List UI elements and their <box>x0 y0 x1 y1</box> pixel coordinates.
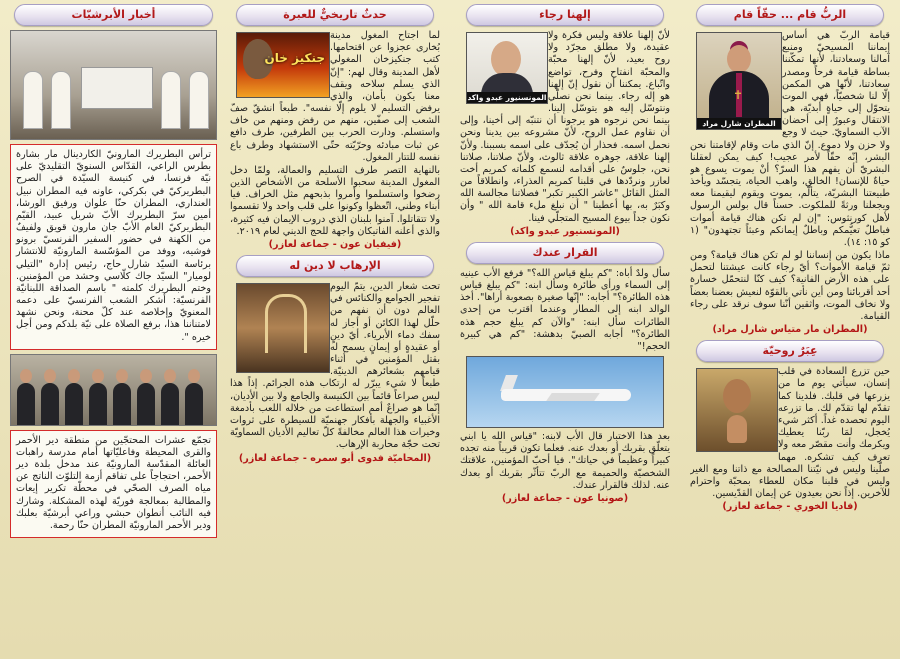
person-icon <box>185 383 203 425</box>
protest-photo <box>10 354 217 426</box>
news-item-protest <box>10 430 217 538</box>
face-icon <box>491 41 521 77</box>
column-history <box>230 4 440 655</box>
genghis-khan-photo <box>236 32 330 98</box>
history-text-2: بالنهاية التصر طرف التسليم والعمالة، ولمّا دخل المغول المدينة سحبوا الأسلحة من الأشخاص الذين رضخوا واستسلموا وأمروا بذبحهم مثل الخراف. فيا أبناء وطني، اتّعظوا وكونوا على قلب واحد ولا تقسموا ولا تتقاتلوا. آمنوا بلبنان الذي دروب الإيمان فيه كثيرة، والذي أعلنه الفاتيكان واجهة للحج الديني لعام ٢٠١٩. <box>230 164 440 237</box>
decision-text-2: بعد هذا الاختبار قال الأب لابنه: "قياس الله يا ابني يتعلّق بقربك أو بعدك عنه. فعلما تكون قريباً منه تجده كبيراً وعظيماً في حياتك". فيا أحبّ المؤمنين، علاقتك الشخصيّة والحميمة مع الربّ تتأثّر بقربك أو بعدك عنه. لذلك فالقرار عندك. <box>460 431 670 491</box>
person-icon <box>17 383 35 425</box>
history-signature: (فيفيان عون - جماعة لعازر) <box>268 238 402 250</box>
header-diocese-news: أخبار الأبرشيّات <box>14 4 213 26</box>
column-easter <box>690 4 890 655</box>
church-arch-icon <box>265 294 307 353</box>
mass-photo <box>10 30 217 140</box>
clergy-figure-icon <box>161 71 181 129</box>
header-historical-event: حدثٌ تاريخيٌّ للعبرة <box>236 4 434 26</box>
monsignor-photo <box>466 32 548 104</box>
hope-text: لأنّ إلهنا علاقة وليس فكرة ولا عقيدة، ولا مطلق مجرّد ولا روح بعيد، لأنّ إلهنا محبّة والمحبّة انفتاح وفرح، تواضع واتّباع. يمكننا أن نقول إنّ إلهنا هو إله رجاء. بينما نحن نصلّي ونتوسّل إليه هو يتوسّل إلينا. بينما نحن نرجوه هو يرجونا أن نتنبّه إلى أخينا، وإلى أن نقاوم عمل الروح، لأنّ مشروعه بين يدينا ونحن نحمل اسمه. فحذار أن يُجدّف على اسمه بسببنا. ولأنّ إلهنا علاقة، جوهره علاقة ثالوث، ولأنّ صلاتنا، صلاتنا نحن، جلوسٌ على أقدامه لنسمع كلماته كمريم أخت لعازر ونردّدها في قلبنا كمريم العذراء، وانطلاقاً من المثل القائل "عاشر الكبير تكبر" فصلاتنا مجالسة الله وكبَرٌ به، بها أعطينا " أن نبلغ ملء قامة الله " وأن نكون جداً بيوع المسيح المتجلّي فينا. <box>460 30 670 224</box>
header-our-god-hope: إلهنا رجاء <box>466 4 664 26</box>
genghis-khan-title: جنكيز خان <box>264 51 325 65</box>
news-protest-text: تجمّع عشرات المحتجّين من منطقة دير الأحمر والقرى المحيطة وفاعليّاتها أمام مدرسة راهبات العائلة المقدّسة المارونيّة عند مدخل بلدة دير الأحمر، احتجاجاً على تفاقم أزمة التلوّث الناتج عن مياه الصرف الصحّي في محطّة تكرير إيعات والمطالبة بمعالجة فوريّة لهذه المشكلة. وشارك فيه النائب أنطوان حبشي وراعي أبرشيّة بعلبك ودير الأحمر المارونيّة المطران حنّا رحمة. <box>16 434 211 531</box>
bishop-photo-caption: المطران شارل مراد <box>697 118 781 129</box>
praying-hands-icon <box>727 415 747 443</box>
news-mass-text: ترأس البطريرك المارونيّ الكاردينال مار بشارة بطرس الراعي، القدّاس السنويّ التقليديّ على نيّة فرنسا، في كنيسة السيّدة في الصرح البطريركيّ في بكركي، عاونه فيه المطران نبيل العنداري، المطران حنّا علوان ورفيق الورشا، أمين سرّ البطريرك الأبّ شربل عبيد، القيّم البطريركيّ العام الأبّ جان مارون قويق ولفيفٌ من الكهنة في حضور السفير الفرنسيّ برونو فوشيه، ووفد من المؤسّسة المارونيّة للانتشار برئاسة السيّد شارل حاج، رئيس إدارة "التيلي لوميار" السيّد جاك كلّاسي وحشد من المؤمنين. وختم البطريرك كلمته " باسم الصداقة اللبنانيّة الفرنسيّة: أشكر الشعب الفرنسيّ على دعمه المعنويّ وإخلاصه عند كلّ محنة، ونحن نشهد لامتناننا هذا، برفع الصلاة على نيّة بلدكم ومن أجل خيره ". <box>16 149 211 343</box>
cross-icon: ✝ <box>733 88 744 102</box>
terrorism-text: تحت شعار الدين، يتمّ اليوم تفجير الجوامع والكنائس في العالم دون أن نفهم من حلّل لهذا الكائن أو أجاز له سفك دماء الأبرياء. أيّ دينٍ أو عقيدةٍ أو إيمانٍ يسمح له بقتل المؤمنين في أثناء قيامهم بشعائرهم الدينيّة. طبعاً لا شيء يبرّر له ارتكاب هذه الجرائم. إذاً هذا ليس صراعاً قائماً بين الكنيسة والجامع ولا بين الأديان، إنّما هو صراعٌ أمم استطاعت من خلاله اللعب بأدمغة الأغبياء والجهلة بأفكار جهنميّة للسيطرة على ثروات وخيرات هذا العالم مخالفةً كلّ تعاليم الأديان السماويّة تحت حجّة محاربة الإرهاب. <box>230 281 440 451</box>
column-diocese-news <box>8 4 219 655</box>
person-icon <box>89 383 107 425</box>
plane-wing-icon <box>546 393 600 401</box>
altar-icon <box>81 67 153 109</box>
praying-jesus-photo <box>696 368 778 452</box>
history-text-1: لما اجتاح المغول مدينة بُخارى عجزوا عن اقتحامها. كتب جنكيزخان المغولي لأهل المدينة وقال لهم: "إنّ الذي يسلم سلاحه ويقف معنا يكون بأمان، والذي يرفض التسليم لا يلوم إلّا نفسه". طبعاً انشقّ صفّ الشعب إلى صفّين، منهم من رفض ومنهم من خاف واستسلم. ودارت الحرب بين الطرفين، طرف دافع عن ثبات مبادئه وحرّيّته حتّى الاستشهاد وطرف باع نفسه للتتار المغول. <box>230 30 440 163</box>
person-icon <box>137 383 155 425</box>
clergy-figure-icon <box>189 71 209 129</box>
face-icon <box>723 379 751 413</box>
decision-signature: (صونيا عون - جماعة لعازر) <box>501 492 629 504</box>
header-spiritual-lessons: عِبَرٌ روحيّة <box>696 340 884 362</box>
damaged-church-photo <box>236 283 330 373</box>
monsignor-photo-caption: المونسنيور عبدو واكد <box>467 93 547 102</box>
easter-signature: (المطران مار متياس شارل مراد) <box>712 324 868 336</box>
terrorism-signature: (المحاميّة فدوى أبو سمره - جماعة لعازر) <box>238 452 432 464</box>
hope-signature: (المونسنيور عبدو واكد) <box>510 225 620 237</box>
airplane-photo <box>466 356 664 428</box>
header-terrorism: الإرهاب لا دين له <box>236 255 434 277</box>
header-decision: القرار عندك <box>466 242 664 264</box>
clergy-figure-icon <box>51 71 71 129</box>
person-icon <box>41 383 59 425</box>
person-icon <box>65 383 83 425</box>
person-icon <box>113 383 131 425</box>
column-hope <box>460 4 670 655</box>
header-easter: الربُّ قام ... حقّاً قام <box>696 4 884 26</box>
easter-text-2: ماذا يكون من إنساننا لو لم تكن هناك قيامة؟ ومن ثمّ قيامة الأموات؟ أيّ رجاء كانت عيشتنا لتحمل على هذه الأرض الفانية؟ كيف كنّا لنتحمّل خسارة أحد أقربائنا ومن أين نأتي بالقوّة لنعيش بعضنا بعضاً ولا نخاف الموت، واثقين أنّنا سوف نرقد على رجاء القيامة. <box>690 250 890 322</box>
spiritual-lessons-signature: (فاديا الخوري - جماعة لعازر) <box>722 501 858 513</box>
easter-text-1: قيامة الربّ هي أساس إيماننا المسيحيّ ومنبع آمالنا وسعادتنا، لأنها تمكّننا بساطة قيامة فرحاً ومصدر سعادتنا، لأنّها هي المكمن إلّا لنا شخصيّاً، فهي الموت يتحوّل إلى حياةٍ أبديّة، هي الانتقال وعبورٌ إلى أحضان الآب السماويّ. حيث لا وجع ولا حزن ولا دموع. إنّ الذي مات وقام لإقامتنا نحن البشر، إنّه حقّاً لأمر عجيب! كيف يمكن لعقلنا البشريّ أن يفهم هذا السرّ؟ أنْ يموت يسوع هو حياةٌ للإنسان! الخالق، واهب الحياة، يتجسّد ويأخذ طبيعتنا البشريّة، يتألّم، يموت ويقوم ليقيمنا معه ويجعلنا ورثةً للملكوت. حسناً قال بولس الرسول لأهل كورنثوس: "إن لم تكن هناك قيامة أموات فباطلٌ تعيُّمكم وباطلٌ إيمانكم وعبثاً تجتهدون" (١ كو ١٥: ١٤). <box>690 30 890 248</box>
decision-text-1: سأل ولدٌ أباه: "كم يبلغ قياس الله؟" فرفع الأب عينيه إلى السماء ورأى طائرة وسأل ابنه: "كم يبلغ قياس هذه الطائرة؟" أجابه: "إنّها صغيرة بصعوبة أراها". أخذ الوالد ابنه إلى المطار وعندما اقترب من إحدى الطائرات سأل ابنه: "والآن كم يبلغ حجم هذه الطائرة؟" أجابه الصبيّ بدهشة: "كم هي كبيرة الحجم!" <box>460 267 670 352</box>
spiritual-lessons-text: حين تزرع السعادة في قلب إنسان، سيأتي يوم ما من يزرعها في قلبك. فلدينا كما تقدّم لها تقدّم لك. ما تزرعه اليوم تحصده غداً. أكثر شيء يُخجل، لمَا ربّنا يعطيك ويكرمك وأنت مقصّر معه ولا تعرف كيف تشكره. مهما صلّينا وليس في نيّتنا المصالحة مع ذاتنا ومع الغير وليس في قلبنا مكان للعطاء بمحبّة واحترام للآخرين. إذاً نحن بعيدون عن إيمان القدّيسين. <box>690 366 890 500</box>
news-item-mass <box>10 144 217 350</box>
bishop-photo <box>696 32 782 130</box>
face-icon <box>727 45 751 73</box>
person-icon <box>161 383 179 425</box>
clergy-figure-icon <box>23 71 43 129</box>
